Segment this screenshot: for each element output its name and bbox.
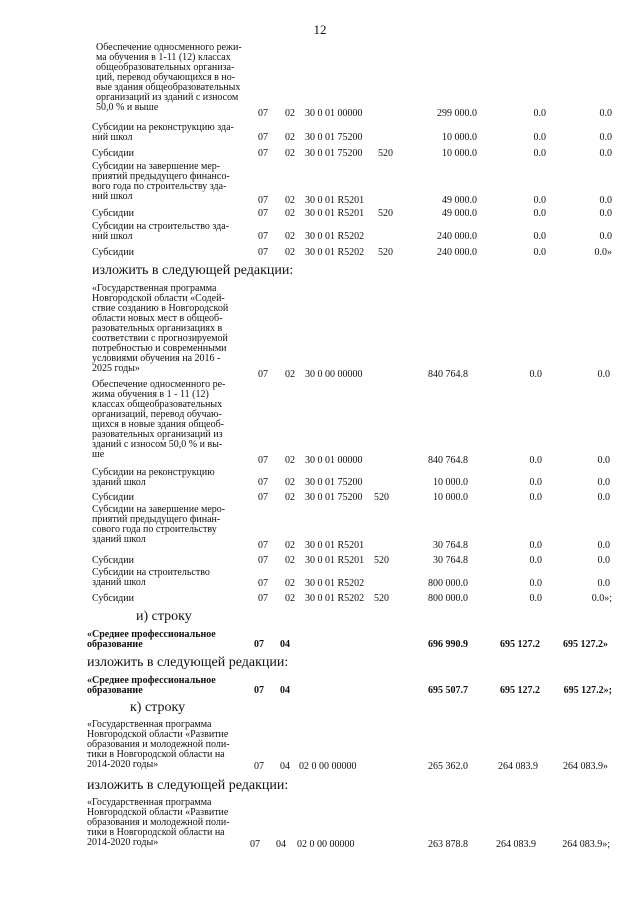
row-pr: 02 <box>285 477 295 488</box>
row-value-1: 10 000.0 <box>433 477 468 488</box>
row-csr: 30 0 01 75200 <box>305 148 363 159</box>
row-value-3: 0.0» <box>594 247 612 258</box>
row-description: Субсидии <box>92 208 134 219</box>
row-pr: 02 <box>285 540 295 551</box>
row-value-1: 696 990.9 <box>428 639 468 650</box>
row-value-3: 0.0 <box>597 578 610 589</box>
row-rz: 07 <box>258 593 268 604</box>
section-heading: изложить в следующей редакции: <box>92 263 294 278</box>
row-value-3: 0.0 <box>599 208 612 219</box>
row-description: Субсидии <box>92 148 134 159</box>
row-value-1: 840 764.8 <box>428 369 468 380</box>
row-description: Субсидии <box>92 555 134 566</box>
row-vr: 520 <box>374 555 389 566</box>
row-pr: 02 <box>285 108 295 119</box>
row-csr: 30 0 01 R5201 <box>305 208 365 219</box>
row-vr: 520 <box>378 247 393 258</box>
row-value-1: 695 507.7 <box>428 685 468 696</box>
row-description: Субсидии на завершение меро- приятий предыдущего финан- сового года по строительству зданий школ <box>92 504 226 545</box>
row-value-2: 695 127.2 <box>500 639 540 650</box>
row-rz: 07 <box>254 761 264 772</box>
row-value-1: 800 000.0 <box>428 593 468 604</box>
row-value-3: 0.0 <box>597 369 610 380</box>
row-pr: 02 <box>285 208 295 219</box>
row-description: Субсидии на завершение мер- приятий предыдущего финансо- вого года по строительству зда- ний школ <box>92 161 230 202</box>
row-value-3: 264 083.9» <box>563 761 608 772</box>
row-pr: 02 <box>285 148 295 159</box>
row-csr: 30 0 01 75200 <box>305 492 363 503</box>
page-number: 12 <box>313 22 327 37</box>
row-csr: 30 0 01 R5202 <box>305 578 365 589</box>
row-value-2: 0.0 <box>529 492 542 503</box>
row-value-2: 0.0 <box>533 195 546 206</box>
row-pr: 02 <box>285 369 295 380</box>
row-rz: 07 <box>258 132 268 143</box>
row-pr: 02 <box>285 578 295 589</box>
row-vr: 520 <box>378 208 393 219</box>
section-heading: изложить в следующей редакции: <box>87 778 289 793</box>
row-description: Обеспечение односменного режи- ма обучения в 1-11 (12) классах общеобразовательных организа- ций, перевод обучающихся в но- вые здания общеобразовательных организаций из зданий с износом 50,0 % и выше <box>96 42 242 113</box>
row-value-2: 0.0 <box>529 555 542 566</box>
row-value-2: 0.0 <box>529 578 542 589</box>
row-pr: 02 <box>285 247 295 258</box>
row-csr: 30 0 01 00000 <box>305 455 363 466</box>
row-value-2: 0.0 <box>529 369 542 380</box>
row-vr: 520 <box>374 492 389 503</box>
row-value-3: 264 083.9»; <box>562 839 610 850</box>
row-value-1: 30 764.8 <box>433 555 468 566</box>
row-pr: 04 <box>280 685 290 696</box>
row-description: Обеспечение односменного ре- жима обучения в 1 - 11 (12) классах общеобразовательных организаций, перевод обучаю- щихся в новые здания общеоб- разовательных организаций из зданий с износом 50,0 % и вы- ше <box>92 379 226 460</box>
row-value-3: 0.0 <box>599 108 612 119</box>
row-rz: 07 <box>258 555 268 566</box>
row-rz: 07 <box>258 208 268 219</box>
row-csr: 30 0 01 R5202 <box>305 247 365 258</box>
row-value-3: 695 127.2» <box>563 639 608 650</box>
row-value-2: 0.0 <box>529 593 542 604</box>
row-value-3: 0.0»; <box>591 593 612 604</box>
row-vr: 520 <box>374 593 389 604</box>
row-value-1: 265 362.0 <box>428 761 468 772</box>
row-value-2: 264 083.9 <box>498 761 538 772</box>
row-value-3: 0.0 <box>597 455 610 466</box>
row-description: «Среднее профессиональное образование <box>87 675 216 696</box>
row-value-2: 0.0 <box>529 477 542 488</box>
row-value-3: 0.0 <box>599 148 612 159</box>
row-rz: 07 <box>250 839 260 850</box>
row-description: «Государственная программа Новгородской области «Содей- ствие созданию в Новгородской области новых мест в общеоб- разовательных организациях в соответствии с прогнозируемой потребностью и современными условиями обучения на 2016 - 2025 годы» <box>92 283 229 374</box>
row-rz: 07 <box>258 492 268 503</box>
row-rz: 07 <box>258 477 268 488</box>
row-value-3: 695 127.2»; <box>563 685 612 696</box>
row-rz: 07 <box>258 148 268 159</box>
row-pr: 04 <box>280 761 290 772</box>
row-csr: 30 0 00 00000 <box>305 369 363 380</box>
row-rz: 07 <box>254 639 264 650</box>
row-value-2: 0.0 <box>529 540 542 551</box>
row-value-2: 0.0 <box>533 231 546 242</box>
row-description: Субсидии <box>92 492 134 503</box>
row-description: Субсидии на строительство зда- ний школ <box>92 221 229 242</box>
row-value-2: 0.0 <box>533 132 546 143</box>
row-pr: 04 <box>280 639 290 650</box>
row-pr: 02 <box>285 231 295 242</box>
row-pr: 02 <box>285 455 295 466</box>
row-pr: 02 <box>285 195 295 206</box>
row-csr: 30 0 01 R5202 <box>305 593 365 604</box>
row-rz: 07 <box>258 369 268 380</box>
row-pr: 02 <box>285 492 295 503</box>
row-rz: 07 <box>258 195 268 206</box>
row-value-2: 264 083.9 <box>496 839 536 850</box>
row-value-1: 10 000.0 <box>442 148 477 159</box>
row-csr: 30 0 01 75200 <box>305 477 363 488</box>
row-value-1: 30 764.8 <box>433 540 468 551</box>
section-heading: и) строку <box>136 609 192 624</box>
row-value-3: 0.0 <box>597 555 610 566</box>
row-csr: 02 0 00 00000 <box>299 761 357 772</box>
row-pr: 02 <box>285 132 295 143</box>
row-description: Субсидии <box>92 593 134 604</box>
row-value-1: 240 000.0 <box>437 231 477 242</box>
row-value-1: 240 000.0 <box>437 247 477 258</box>
row-value-1: 263 878.8 <box>428 839 468 850</box>
row-value-1: 840 764.8 <box>428 455 468 466</box>
row-value-2: 0.0 <box>533 208 546 219</box>
row-csr: 30 0 01 R5201 <box>305 540 365 551</box>
row-rz: 07 <box>258 231 268 242</box>
row-description: «Государственная программа Новгородской области «Развитие образования и молодежной поли- тики в Новгородской области на 2014-2020 годы» <box>87 797 230 848</box>
section-heading: изложить в следующей редакции: <box>87 655 289 670</box>
row-value-1: 49 000.0 <box>442 208 477 219</box>
row-description: «Среднее профессиональное образование <box>87 629 216 650</box>
row-description: Субсидии на строительство зданий школ <box>92 567 210 588</box>
row-rz: 07 <box>254 685 264 696</box>
row-value-3: 0.0 <box>597 492 610 503</box>
row-csr: 30 0 01 R5201 <box>305 195 365 206</box>
row-description: Субсидии <box>92 247 134 258</box>
row-csr: 30 0 01 00000 <box>305 108 363 119</box>
row-pr: 04 <box>276 839 286 850</box>
row-value-3: 0.0 <box>599 132 612 143</box>
row-csr: 30 0 01 R5201 <box>305 555 365 566</box>
row-pr: 02 <box>285 593 295 604</box>
row-rz: 07 <box>258 247 268 258</box>
row-rz: 07 <box>258 108 268 119</box>
row-value-2: 0.0 <box>533 148 546 159</box>
row-description: Субсидии на реконструкцию зданий школ <box>92 467 215 488</box>
row-value-1: 800 000.0 <box>428 578 468 589</box>
row-value-1: 49 000.0 <box>442 195 477 206</box>
section-heading: к) строку <box>130 700 186 715</box>
row-value-2: 0.0 <box>533 108 546 119</box>
row-value-2: 0.0 <box>529 455 542 466</box>
row-value-1: 10 000.0 <box>442 132 477 143</box>
row-value-1: 299 000.0 <box>437 108 477 119</box>
row-rz: 07 <box>258 540 268 551</box>
row-csr: 30 0 01 75200 <box>305 132 363 143</box>
row-pr: 02 <box>285 555 295 566</box>
row-description: Субсидии на реконструкцию зда- ний школ <box>92 122 234 143</box>
row-value-2: 695 127.2 <box>500 685 540 696</box>
row-value-2: 0.0 <box>533 247 546 258</box>
row-csr: 30 0 01 R5202 <box>305 231 365 242</box>
row-value-3: 0.0 <box>597 477 610 488</box>
row-rz: 07 <box>258 578 268 589</box>
row-csr: 02 0 00 00000 <box>297 839 355 850</box>
row-value-3: 0.0 <box>599 231 612 242</box>
row-value-3: 0.0 <box>597 540 610 551</box>
row-value-3: 0.0 <box>599 195 612 206</box>
row-description: «Государственная программа Новгородской области «Развитие образования и молодежной поли- тики в Новгородской области на 2014-2020 годы» <box>87 719 230 770</box>
row-rz: 07 <box>258 455 268 466</box>
row-vr: 520 <box>378 148 393 159</box>
row-value-1: 10 000.0 <box>433 492 468 503</box>
